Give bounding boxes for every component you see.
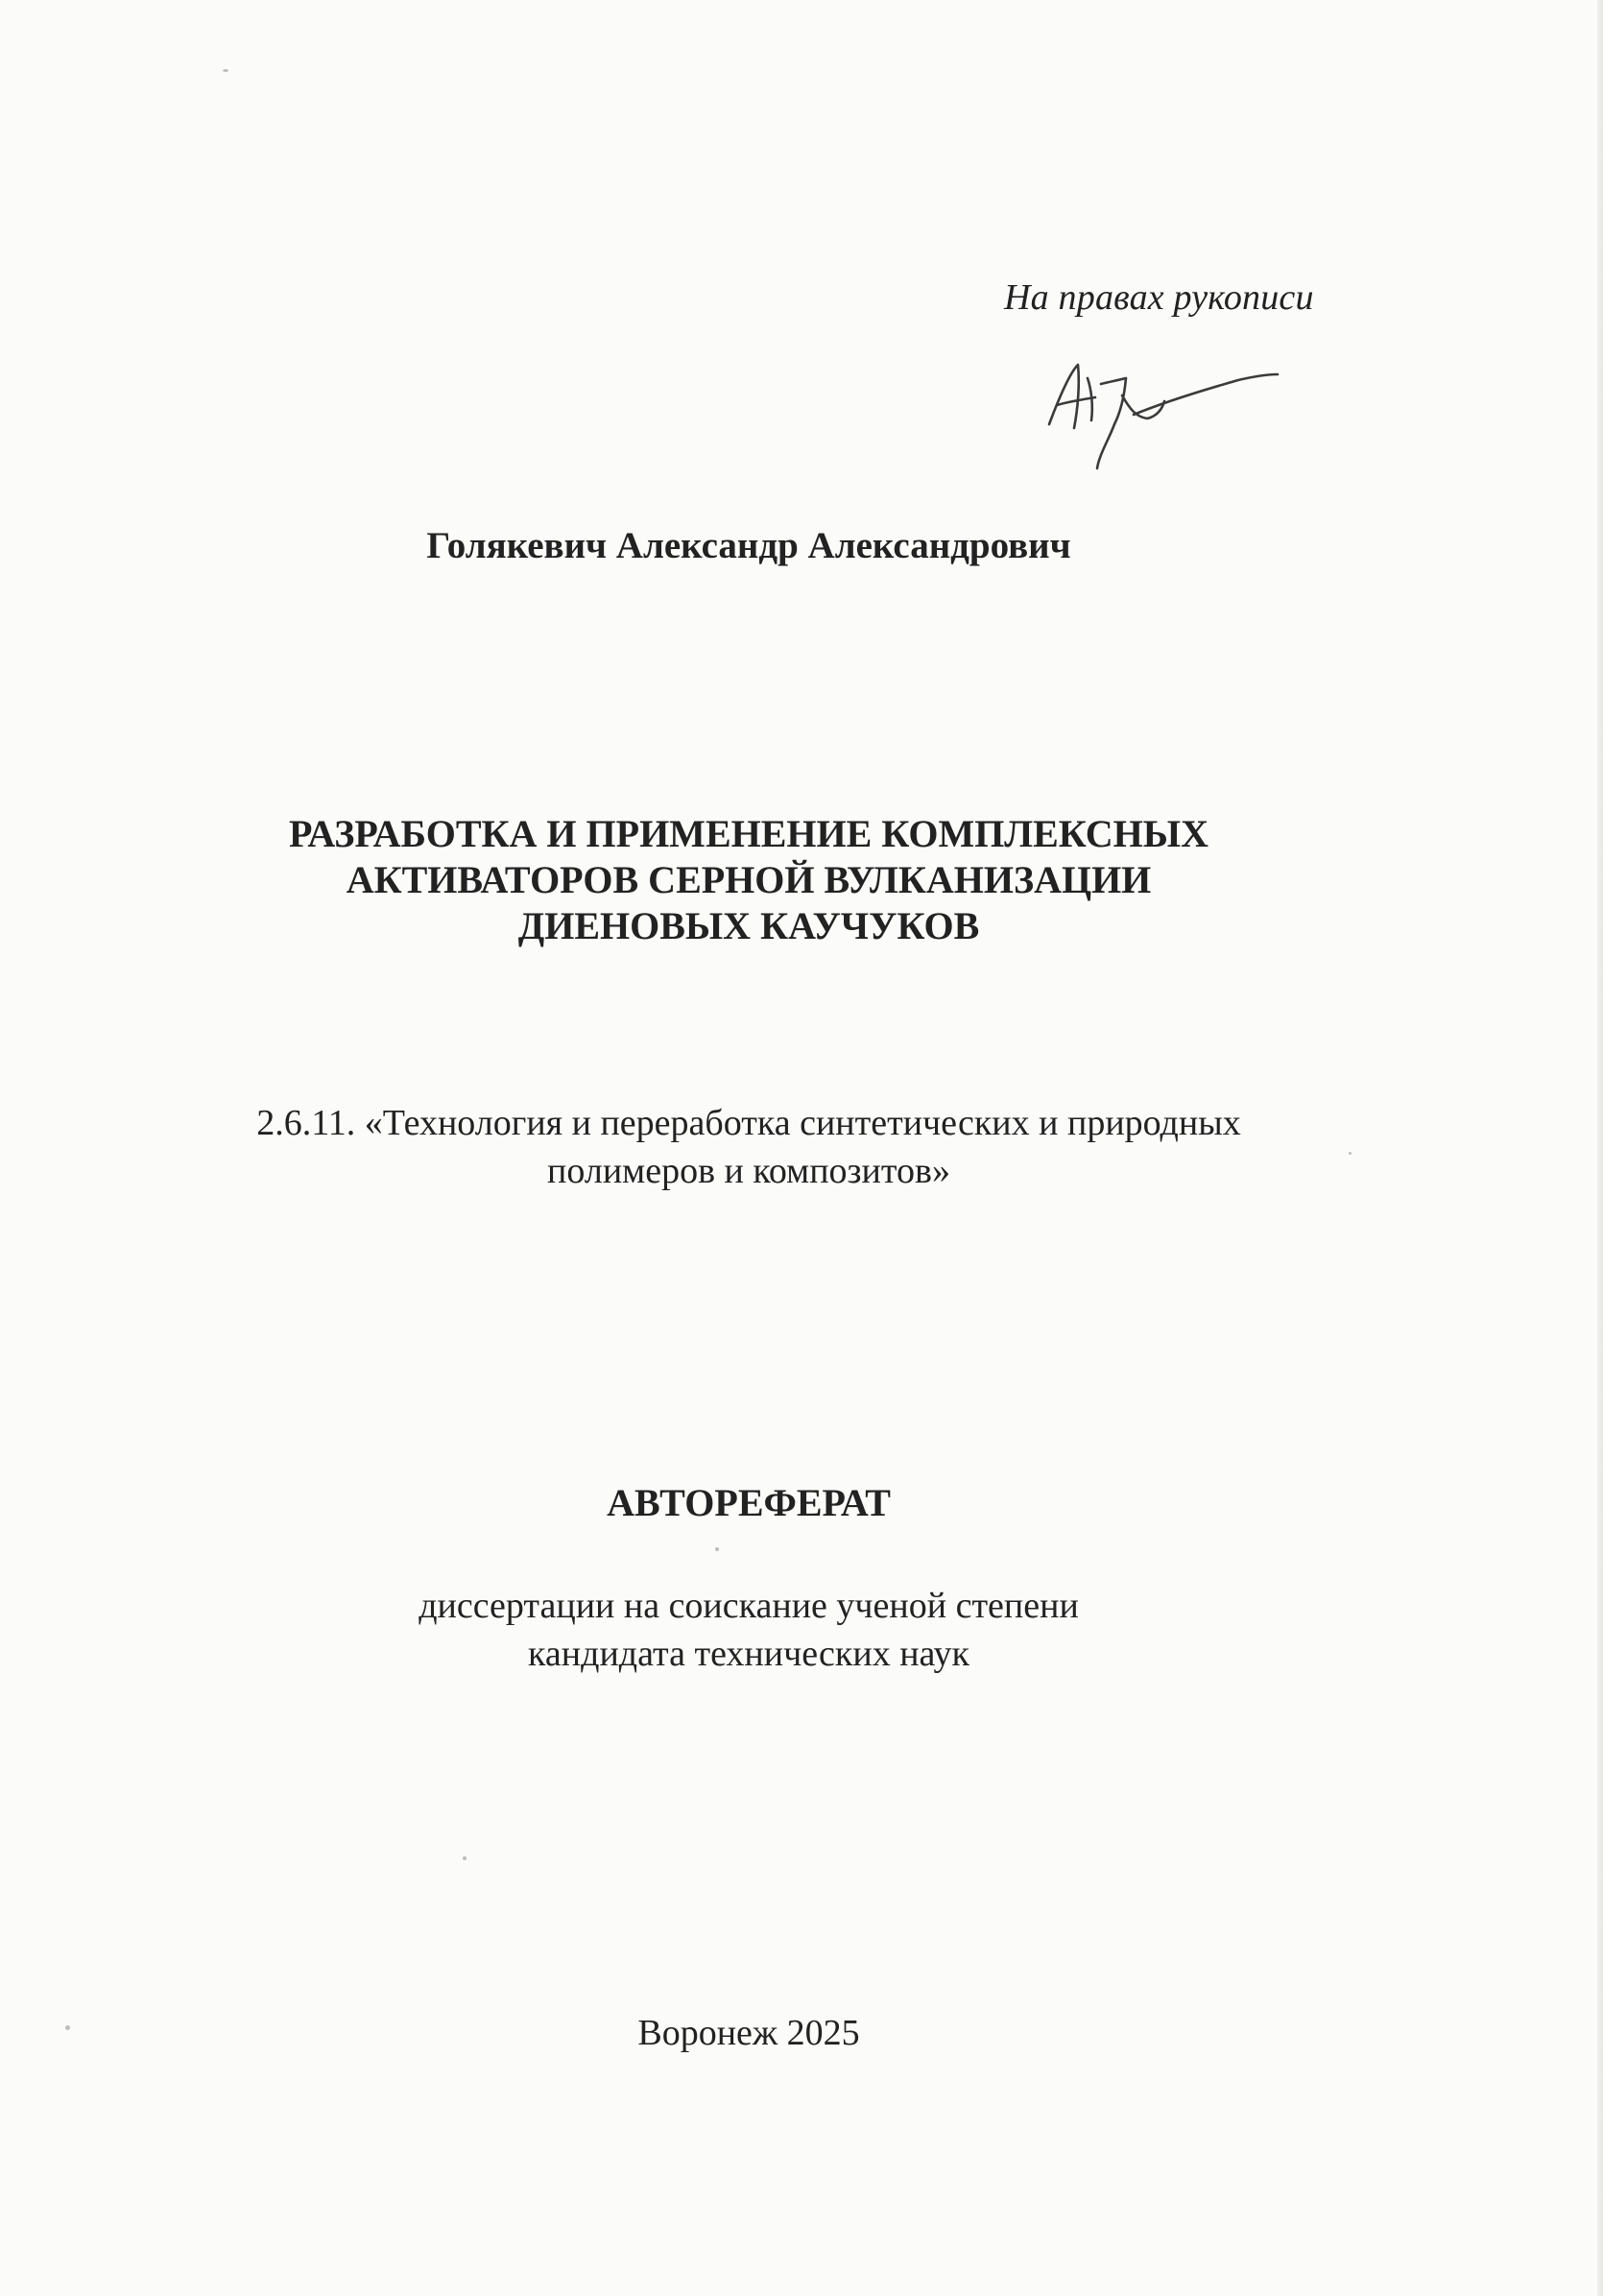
speck [715, 1547, 719, 1551]
speck [463, 1856, 467, 1860]
dissertation-title [0, 811, 1497, 949]
specialty-line: полимеров и композитов» [547, 1151, 950, 1191]
speck [223, 69, 228, 72]
specialty-line: 2.6.11. «Технология и переработка синтетических и природных [256, 1103, 1241, 1143]
degree-description [0, 1582, 1497, 1678]
author-name: Голякевич Александр Александрович [426, 525, 1071, 566]
title-line: РАЗРАБОТКА И ПРИМЕНЕНИЕ КОМПЛЕКСНЫХ [289, 812, 1208, 855]
rights-note: На правах рукописи [1004, 277, 1314, 318]
city-year: Воронеж 2025 [637, 2013, 860, 2053]
title-line: АКТИВАТОРОВ СЕРНОЙ ВУЛКАНИЗАЦИИ [346, 858, 1152, 901]
scan-edge [1597, 0, 1603, 2296]
speck [1349, 1152, 1352, 1155]
title-line: ДИЕНОВЫХ КАУЧУКОВ [517, 904, 980, 947]
signature-image [1041, 355, 1281, 480]
degree-line: кандидата технических наук [528, 1634, 969, 1674]
speck [65, 2025, 70, 2030]
degree-line: диссертации на соискание ученой степени [419, 1586, 1079, 1626]
specialty [0, 1099, 1497, 1195]
document-type-heading: АВТОРЕФЕРАТ [607, 1481, 891, 1524]
